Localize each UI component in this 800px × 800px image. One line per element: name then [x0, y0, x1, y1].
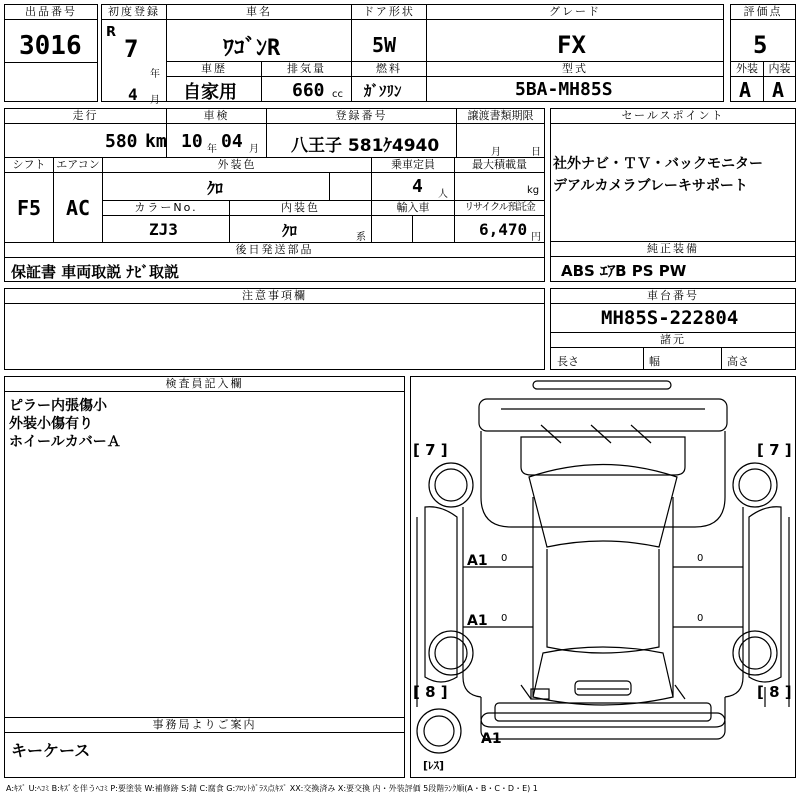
color-no-box: [102, 200, 230, 243]
door-label: ドア形状: [352, 5, 426, 20]
inspection-month-unit: 月: [249, 144, 259, 155]
model-box: [426, 61, 724, 102]
shift: F5: [17, 196, 42, 220]
import-label: 輸入車: [372, 201, 454, 216]
capacity: 4: [412, 176, 423, 197]
inspection-year-unit: 年: [207, 144, 217, 155]
length-label: 長さ: [557, 355, 579, 368]
fuel-box: [351, 61, 427, 102]
office-label: 事務局よりご案内: [5, 718, 404, 733]
label-front-left: [ 7 ]: [413, 441, 448, 459]
interior-color-label: 内装色: [230, 201, 371, 216]
history: 自家用: [183, 82, 237, 103]
later-parts: 保証書 車両取説 ﾅﾋﾞ取説: [11, 263, 179, 281]
inspection-month: 04: [221, 131, 243, 152]
fuel-label: 燃料: [352, 62, 426, 77]
fuel: ｶﾞｿﾘﾝ: [364, 82, 402, 100]
inspector-line-1: ピラー内張傷小: [9, 398, 107, 414]
damage-a1-front-door: A1: [467, 553, 488, 569]
recycle-deposit: 6,470: [479, 220, 528, 239]
recycle-box: [454, 200, 545, 243]
color-number: ZJ3: [149, 220, 178, 239]
registration-box: [266, 108, 457, 158]
score-box: [730, 4, 796, 62]
mark-zero-2: 0: [501, 613, 508, 624]
later-parts-label: 後日発送部品: [5, 243, 544, 258]
grade-label: グレード: [427, 5, 723, 20]
transfer-day-unit: 日: [531, 147, 541, 158]
displacement-unit: cc: [332, 89, 343, 100]
inspector-label: 検査員記入欄: [5, 377, 404, 392]
registration-number: 八王子 581ｹ4940: [291, 136, 440, 156]
mark-zero-4: 0: [697, 613, 704, 624]
reg-month: 4: [128, 85, 138, 104]
capacity-unit: 人: [438, 189, 448, 200]
sales-point-line-1: 社外ナビ・ＴＶ・バックモニター: [553, 156, 763, 172]
month-unit: 月: [150, 95, 160, 106]
car-name-label: 車名: [167, 5, 351, 20]
inspection-box: [166, 108, 267, 158]
car-name: ﾜｺﾞﾝR: [223, 36, 281, 61]
office-note: キーケース: [11, 741, 91, 760]
import-box: [371, 200, 455, 243]
inspection-year: 10: [181, 131, 203, 152]
equipment: ABS ｴｱB PS PW: [561, 262, 687, 280]
notes-label: 注意事項欄: [5, 289, 544, 304]
spare-tire-label: [ﾚｽ]: [423, 759, 445, 772]
dims-label: 諸元: [551, 332, 795, 348]
model: 5BA-MH85S: [515, 79, 613, 100]
shift-label: シフト: [5, 158, 53, 173]
exterior-grade-box: [730, 61, 764, 102]
mark-zero-1: 0: [501, 553, 508, 564]
damage-a1-rear-door: A1: [467, 613, 488, 629]
recycle-label: リサイクル預託金: [455, 201, 544, 216]
interior-grade-box: [763, 61, 796, 102]
equipment-box: [550, 241, 796, 282]
exterior-grade: A: [739, 78, 752, 102]
year-unit: 年: [150, 69, 160, 80]
transfer-month-unit: 月: [491, 147, 501, 158]
history-label: 車歴: [167, 62, 261, 77]
later-parts-box: [4, 242, 545, 282]
load-box: [454, 157, 545, 201]
displacement: 660: [292, 80, 325, 101]
door-box: [351, 4, 427, 62]
ac: AC: [66, 196, 91, 220]
interior-color: ｸﾛ: [282, 222, 298, 240]
mark-zero-3: 0: [697, 553, 704, 564]
damage-a1-rear-bumper: A1: [481, 731, 502, 747]
label-rear-left: [ 8 ]: [413, 683, 448, 701]
chassis-box: [550, 288, 796, 370]
era: R: [106, 25, 117, 40]
inspector-box: [4, 376, 405, 718]
load-label: 最大積載量: [455, 158, 544, 173]
first-registration-box: [101, 4, 167, 106]
grade-box: [426, 4, 724, 62]
mileage-unit: km: [145, 131, 167, 152]
equipment-label: 純正装備: [551, 242, 795, 257]
score-label: 評価点: [731, 5, 795, 20]
shift-box: [4, 157, 54, 243]
interior-grade: A: [772, 78, 785, 102]
displacement-box: [261, 61, 352, 102]
label-front-right: [ 7 ]: [757, 441, 792, 459]
ac-box: [53, 157, 103, 243]
vehicle-diagram: [410, 376, 796, 778]
office-box: [4, 717, 405, 778]
displacement-label: 排気量: [262, 62, 351, 77]
mileage-box: [4, 108, 167, 158]
inspection-label: 車検: [167, 109, 266, 124]
sales-point-label: セールスポイント: [551, 109, 795, 124]
car-name-box: [166, 4, 352, 62]
model-label: 型式: [427, 62, 723, 77]
interior-label: 内装: [764, 62, 795, 77]
color-no-label: カラーNo.: [103, 201, 229, 216]
exterior-label: 外装: [731, 62, 763, 77]
notes-box: [4, 288, 545, 370]
label-rear-right: [ 8 ]: [757, 683, 792, 701]
chassis-label: 車台番号: [551, 289, 795, 304]
sales-point-box: [550, 108, 796, 242]
legend: A:ｷｽﾞ U:ﾍｺﾐ B:ｷｽﾞを伴うﾍｺﾐ P:要塗装 W:補修跡 S:錆 C:腐食 G:ﾌﾛﾝﾄｶﾞﾗｽ点ｷｽﾞ XX:交換済み X:要交換 内・外装評価 5段階ﾗﾝｸ順(A・B・C・D・E) 1: [6, 784, 538, 793]
grade: FX: [557, 31, 586, 59]
first-reg-label: 初度登録: [102, 5, 166, 20]
height-label: 高さ: [727, 355, 749, 368]
door-type: 5W: [372, 33, 397, 57]
chassis-number: MH85S-222804: [601, 307, 739, 329]
ac-label: エアコン: [54, 158, 102, 173]
mileage: 580: [105, 131, 138, 152]
interior-color-box: [229, 200, 372, 243]
lot-label: 出品番号: [5, 5, 97, 20]
inspector-line-3: ホイールカバーＡ: [9, 434, 121, 450]
history-box: [166, 61, 262, 102]
transfer-box: [456, 108, 545, 158]
car-outline-drawing: [411, 377, 795, 777]
reg-year: 7: [124, 35, 139, 63]
lot-box: [4, 4, 98, 102]
registration-label: 登録番号: [267, 109, 456, 124]
lot-number: 3016: [19, 31, 82, 61]
color-label: 外装色: [103, 158, 371, 173]
exterior-color: ｸﾛ: [207, 179, 224, 198]
color-box: [102, 157, 372, 201]
recycle-unit: 円: [531, 232, 541, 243]
transfer-label: 譲渡書類期限: [457, 109, 544, 124]
load-unit: kg: [527, 185, 540, 196]
capacity-box: [371, 157, 455, 201]
inspector-line-2: 外装小傷有り: [9, 416, 93, 432]
width-label: 幅: [649, 355, 660, 368]
interior-color-unit: 系: [356, 232, 366, 243]
sales-point-line-2: デアルカメラブレーキサポート: [553, 178, 748, 194]
mileage-label: 走行: [5, 109, 166, 124]
score: 5: [753, 31, 768, 59]
capacity-label: 乗車定員: [372, 158, 454, 173]
